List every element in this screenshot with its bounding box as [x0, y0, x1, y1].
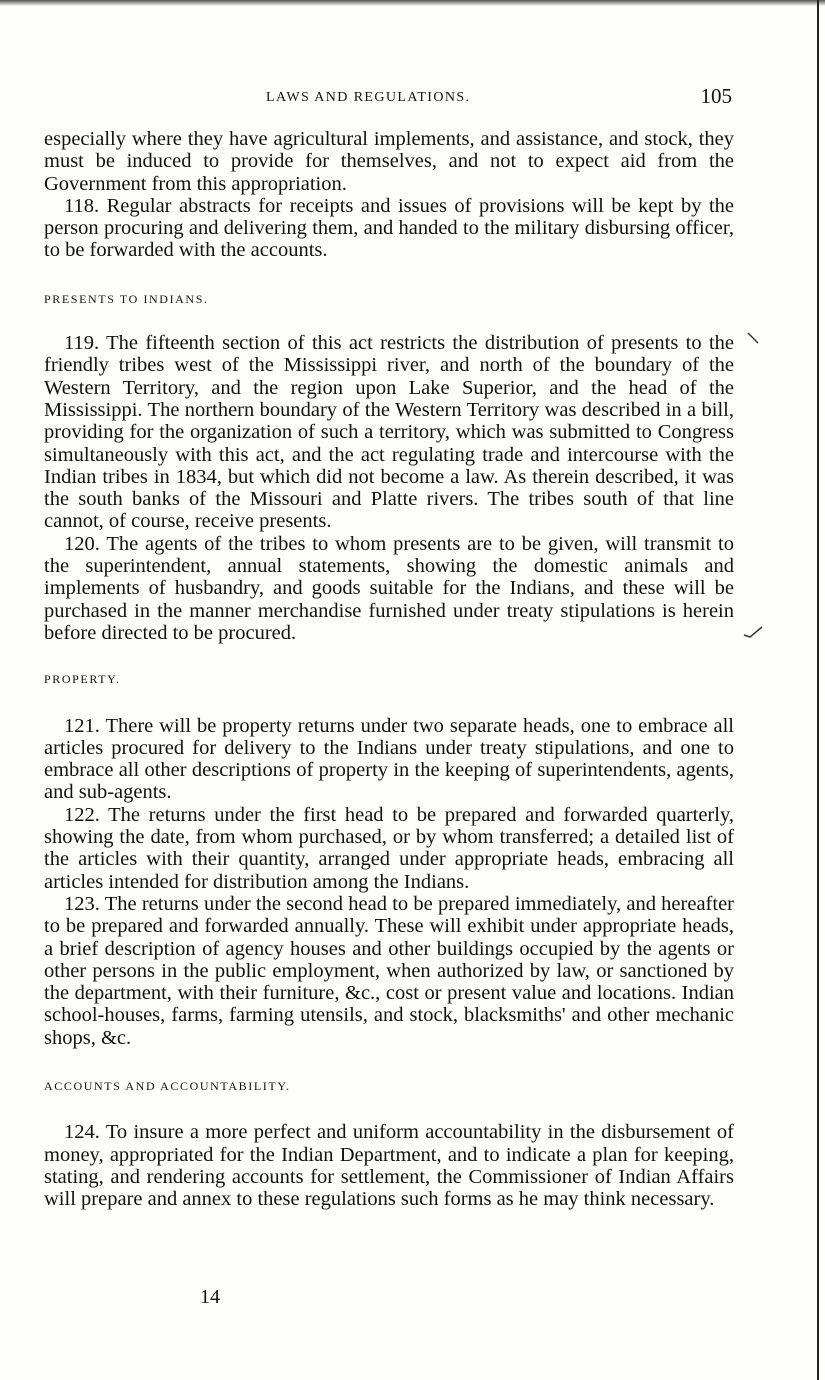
page-right-edge — [817, 0, 819, 1380]
signature-mark: 14 — [200, 1286, 220, 1308]
page-number: 105 — [700, 84, 732, 108]
body-text — [44, 128, 734, 1210]
paragraph-123: 123. The returns under the second head to be prepared immediately, and hereafter to be prepared and forwarded annually. These will exhibit under appropriate heads, a brief description of agency houses and other buildings occupied by the agents or other persons in the public employment, when authorized by law, or sanctioned by the department, with their furniture, &c., cost or present value and locations. Indian school-houses, farms, farming utensils, and stock, blacksmiths' and other mechanic shops, &c. — [44, 892, 734, 1049]
paragraph-121: 121. There will be property returns under two separate heads, one to embrace all articles procured for delivery to the Indians under treaty stipulations, and one to embrace all other descriptions of property in the keeping of superintendents, agents, and sub-agents. — [44, 714, 734, 804]
page-top-shadow — [0, 0, 825, 6]
paragraph-120: 120. The agents of the tribes to whom presents are to be given, will transmit to the superintendent, annual statements, showing the domestic animals and implements of husbandry, and goods suitable for the Indians, and these will be purchased in the manner merchandise furnished under treaty stipulations is herein before directed to be procured. — [44, 532, 734, 644]
margin-tick-mark — [746, 330, 760, 349]
page-header — [44, 84, 734, 114]
margin-check-mark — [742, 624, 764, 643]
paragraph-124: 124. To insure a more perfect and uniform accountability in the disbursement of money, appropriated for the Indian Department, and to indicate a plan for keeping, stating, and rendering accounts for settlement, the Commissioner of Indian Affairs will prepare and annex to these regulations such forms as he may think necessary. — [44, 1121, 734, 1211]
paragraph-118: 118. Regular abstracts for receipts and issues of provisions will be kept by the person procuring and delivering them, and handed to the military disbursing officer, to be forwarded with the accounts. — [44, 194, 734, 262]
section-heading-accounts: ACCOUNTS AND ACCOUNTABILITY. — [44, 1078, 291, 1093]
section-heading-presents: PRESENTS TO INDIANS. — [44, 291, 209, 306]
paragraph-122: 122. The returns under the first head to be prepared and forwarded quarterly, showing the date, from whom purchased, or by whom transferred; a detailed list of the articles with their quantity, arranged under appropriate heads, embracing all articles intended for distribution among the Indians. — [44, 803, 734, 893]
paragraph-119: 119. The fifteenth section of this act restricts the distribution of presents to the friendly tribes west of the Mississippi river, and north of the boundary of the Western Territory, and the region upon Lake Superior, and the head of the Mississippi. The northern boundary of the Western Territory was described in a bill, providing for the organization of such a territory, which was submitted to Congress simultaneously with this act, and the act regulating trade and intercourse with the Indian tribes in 1834, but which did not become a law. As therein described, it was the south banks of the Missouri and Platte rivers. The tribes south of that line cannot, of course, receive presents. — [44, 332, 734, 533]
running-head: LAWS AND REGULATIONS. — [266, 90, 471, 105]
section-heading-property: PROPERTY. — [44, 672, 121, 687]
paragraph-continuation: especially where they have agricultural implements, and assistance, and stock, they must be induced to provide for themselves, and not to expect aid from the Government from this appropriation. — [44, 128, 734, 195]
